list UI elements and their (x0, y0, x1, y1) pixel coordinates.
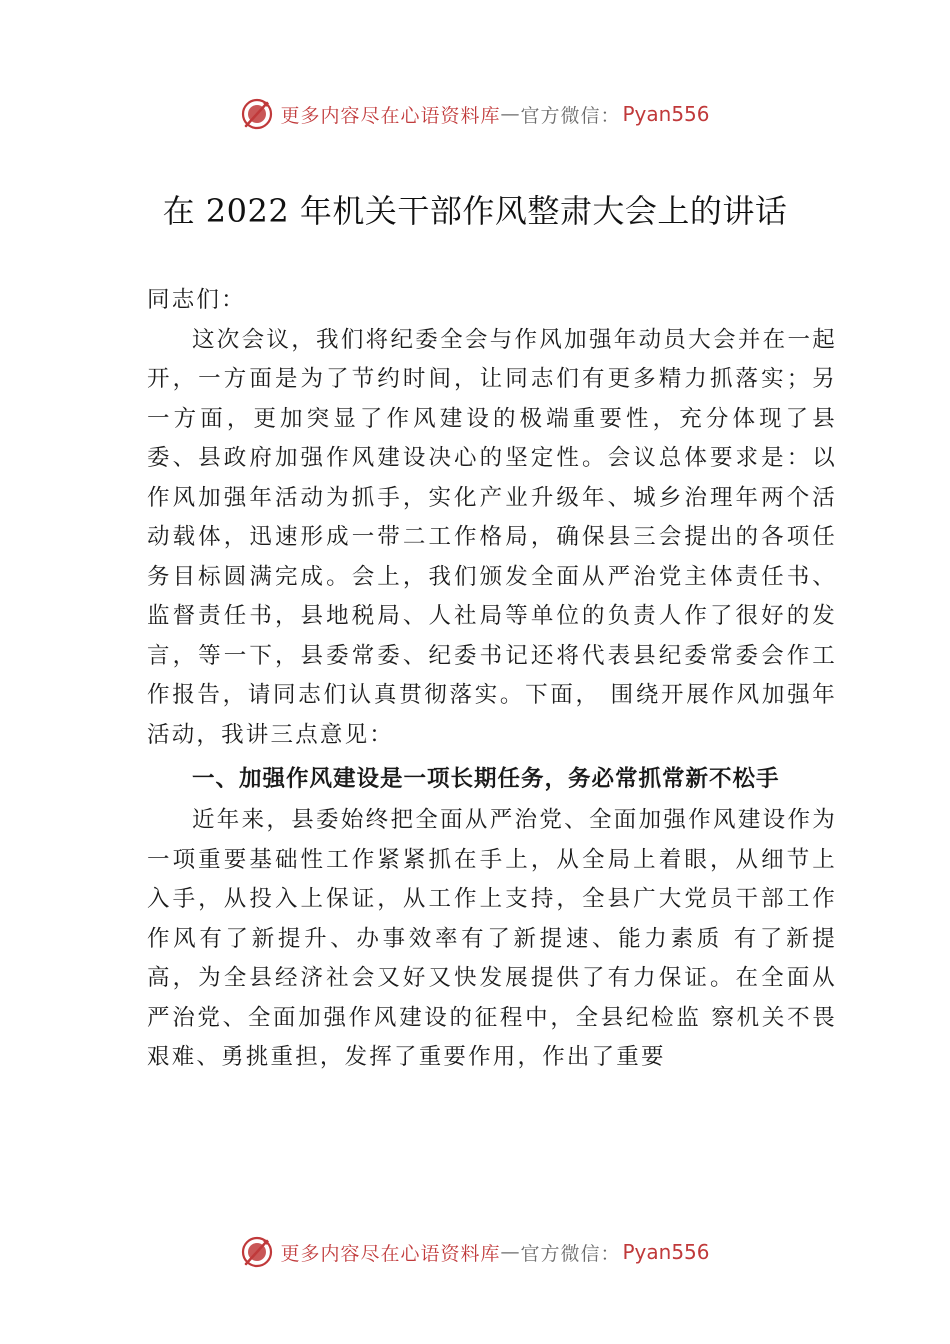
header-watermark-banner (0, 94, 950, 134)
footer-watermark-banner (0, 1232, 950, 1272)
pen-seal-logo-icon (240, 1235, 274, 1269)
paragraph: 近年来，县委始终把全面从严治党、全面加强作风建设作为一项重要基础性工作紧紧抓在手上，从全局上着眼，从细节上入手，从投入上保证，从工作上支持，全县广大党员干部工作作风有了新提升、办事效率有了新提速、能力素质 有了新提高，为全县经济社会又好又快发展提供了有力保证。在全面从严治党、全面加强作风建设的征程中，全县纪检监 察机关不畏艰难、勇挑重担，发挥了重要作用，作出了重要 (147, 807, 837, 1070)
banner-wechat-id: Pyan556 (622, 102, 710, 126)
document-body (147, 281, 837, 1078)
banner-wechat-id: Pyan556 (622, 1240, 710, 1264)
banner-wechat-label: 官方微信： (520, 104, 621, 127)
banner-dash: — (500, 103, 521, 125)
document-title: 在 2022 年机关干部作风整肃大会上的讲话 (162, 192, 788, 230)
banner-site-name: 更多内容尽在心语资料库 (280, 1242, 501, 1265)
pen-seal-logo-icon (240, 97, 274, 131)
banner-site-name: 更多内容尽在心语资料库 (280, 104, 501, 127)
banner-wechat-label: 官方微信： (520, 1242, 621, 1265)
section-heading: 一、加强作风建设是一项长期任务，务必常抓常新不松手 (192, 766, 780, 792)
paragraph: 这次会议，我们将纪委全会与作风加强年动员大会并在一起开，一方面是为了节约时间，让同志们有更多精力抓落实；另一方面，更加突显了作风建设的极端重要性，充分体现了县委、县政府加强作风建设决心的坚定性。会议总体要求是：以作风加强年活动为抓手，实化产业升级年、城乡治理年两个活动载体，迅速形成一带二工作格局，确保县三会提出的各项任务目标圆满完成。会上，我们颁发全面从严治党主体责任书、监督责任书，县地税局、人社局等单位的负责人作了很好的发言，等一下，县委常委、纪委书记还将代表县纪委常委会作工作报告，请同志们认真贯彻落实。下面， 围绕开展作风加强年活动，我讲三点意见： (147, 326, 837, 748)
salutation: 同志们： (147, 287, 246, 313)
banner-dash: — (500, 1241, 521, 1263)
